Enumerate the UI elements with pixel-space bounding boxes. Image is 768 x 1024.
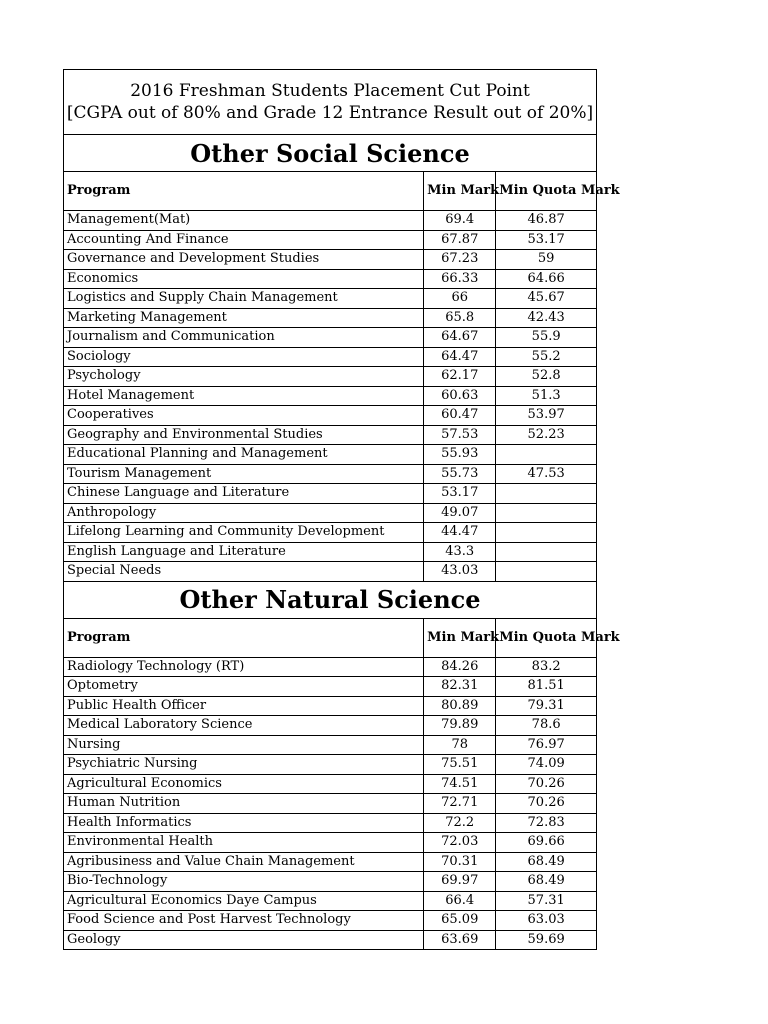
cell-min-quota-mark: 79.31 (496, 696, 596, 716)
cell-min-mark: 60.47 (424, 406, 496, 426)
cell-min-mark: 82.31 (424, 677, 496, 697)
cell-min-mark: 60.63 (424, 386, 496, 406)
cell-min-quota-mark: 55.9 (496, 328, 596, 348)
cell-min-quota-mark: 74.09 (496, 755, 596, 775)
cell-program: Hotel Management (64, 386, 424, 406)
table-row (64, 794, 596, 814)
cell-program: Agricultural Economics (64, 774, 424, 794)
cell-min-quota-mark: 81.51 (496, 677, 596, 697)
table-row (64, 347, 596, 367)
title-line-1: 2016 Freshman Students Placement Cut Point (130, 81, 530, 101)
cell-program: Medical Laboratory Science (64, 716, 424, 736)
table-header-row (64, 172, 596, 211)
title-line-2: [CGPA out of 80% and Grade 12 Entrance Result out of 20%] (66, 103, 594, 123)
cell-min-quota-mark: 69.66 (496, 833, 596, 853)
cell-min-quota-mark: 53.97 (496, 406, 596, 426)
section-heading-social-science: Other Social Science (64, 135, 596, 172)
cell-program: Geography and Environmental Studies (64, 425, 424, 445)
natural-science-table (64, 619, 620, 950)
table-row (64, 852, 596, 872)
table-row (64, 677, 596, 697)
cell-program: Educational Planning and Management (64, 445, 424, 465)
table-row (64, 425, 596, 445)
table-row (64, 367, 596, 387)
cell-min-quota-mark: 68.49 (496, 852, 596, 872)
table-row (64, 755, 596, 775)
table-row (64, 774, 596, 794)
placement-cut-point-sheet (63, 69, 620, 950)
cell-min-quota-mark: 76.97 (496, 735, 596, 755)
cell-min-quota-mark: 63.03 (496, 911, 596, 931)
column-header-min-mark: Min Mark (424, 172, 496, 211)
cell-min-quota-mark: 52.8 (496, 367, 596, 387)
cell-program: Environmental Health (64, 833, 424, 853)
cell-min-quota-mark: 72.83 (496, 813, 596, 833)
column-header-min-mark: Min Mark (424, 619, 496, 658)
table-row (64, 696, 596, 716)
social-science-table (64, 172, 620, 582)
cell-min-mark: 80.89 (424, 696, 496, 716)
cell-min-mark: 62.17 (424, 367, 496, 387)
cell-program: Management(Mat) (64, 211, 424, 231)
table-row (64, 735, 596, 755)
cell-program: Agribusiness and Value Chain Management (64, 852, 424, 872)
table-row (64, 911, 596, 931)
table-row (64, 813, 596, 833)
table-row (64, 328, 596, 348)
cell-min-mark: 66 (424, 289, 496, 309)
cell-program: Journalism and Communication (64, 328, 424, 348)
cell-min-quota-mark: 42.43 (496, 308, 596, 328)
cell-program: Accounting And Finance (64, 230, 424, 250)
cell-min-mark: 64.47 (424, 347, 496, 367)
cell-min-mark: 65.09 (424, 911, 496, 931)
cell-min-quota-mark: 70.26 (496, 774, 596, 794)
cell-program: Sociology (64, 347, 424, 367)
cell-min-mark: 53.17 (424, 484, 496, 504)
table-row (64, 930, 596, 949)
cell-min-mark: 84.26 (424, 657, 496, 677)
cell-min-quota-mark: 55.2 (496, 347, 596, 367)
cell-program: Bio-Technology (64, 872, 424, 892)
cell-min-quota-mark: 53.17 (496, 230, 596, 250)
cell-min-quota-mark (496, 542, 596, 562)
table-row (64, 833, 596, 853)
cell-min-quota-mark: 59.69 (527, 931, 565, 947)
cell-program: Optometry (64, 677, 424, 697)
cell-min-mark: 79.89 (424, 716, 496, 736)
table-row (64, 562, 596, 582)
table-row (64, 445, 596, 465)
cell-program: Food Science and Post Harvest Technology (64, 911, 424, 931)
cell-min-mark: 66.4 (424, 891, 496, 911)
column-header-min-quota-mark: Min Quota Mark (496, 619, 596, 658)
cell-min-mark: 69.4 (424, 211, 496, 231)
cell-min-mark: 49.07 (424, 503, 496, 523)
cell-program: Radiology Technology (RT) (64, 657, 424, 677)
table-row (64, 308, 596, 328)
cell-min-mark: 43.03 (424, 562, 496, 582)
cell-program: Health Informatics (64, 813, 424, 833)
table-row (64, 406, 596, 426)
cell-min-mark: 69.97 (424, 872, 496, 892)
cell-min-mark: 72.2 (424, 813, 496, 833)
table-row (64, 891, 596, 911)
table-row (64, 289, 596, 309)
cell-program: Chinese Language and Literature (64, 484, 424, 504)
cell-min-mark: 75.51 (424, 755, 496, 775)
cell-min-mark: 74.51 (424, 774, 496, 794)
table-header-row (64, 619, 596, 658)
cell-program: Anthropology (64, 503, 424, 523)
cell-min-mark: 72.71 (424, 794, 496, 814)
cell-program: Marketing Management (64, 308, 424, 328)
cell-min-mark: 67.87 (424, 230, 496, 250)
table-row (64, 872, 596, 892)
cell-min-mark: 43.3 (424, 542, 496, 562)
cell-program: Cooperatives (64, 406, 424, 426)
cell-min-quota-mark (496, 484, 596, 504)
document-title (64, 70, 596, 135)
cell-min-quota-mark: 70.26 (496, 794, 596, 814)
cell-min-mark: 64.67 (424, 328, 496, 348)
cell-min-mark: 65.8 (424, 308, 496, 328)
cell-min-mark: 72.03 (424, 833, 496, 853)
cell-min-quota-mark: 78.6 (496, 716, 596, 736)
cell-min-quota-mark (496, 503, 596, 523)
cell-program: Psychology (64, 367, 424, 387)
cell-program: Economics (64, 269, 424, 289)
cell-program: Lifelong Learning and Community Development (64, 523, 424, 543)
table-row (64, 250, 596, 270)
table-row (64, 503, 596, 523)
cell-program: Agricultural Economics Daye Campus (64, 891, 424, 911)
cell-program: Geology (64, 930, 424, 949)
cell-min-mark: 67.23 (424, 250, 496, 270)
cell-min-quota-mark: 45.67 (496, 289, 596, 309)
cell-min-mark: 55.73 (424, 464, 496, 484)
table-row (64, 542, 596, 562)
cell-min-quota-mark: 51.3 (496, 386, 596, 406)
cell-program: Psychiatric Nursing (64, 755, 424, 775)
table-row (64, 484, 596, 504)
cell-program: Public Health Officer (64, 696, 424, 716)
column-header-program: Program (64, 172, 424, 211)
cell-min-quota-mark: 59 (496, 250, 596, 270)
cell-min-quota-mark: 57.31 (496, 891, 596, 911)
table-row (64, 523, 596, 543)
table-row (64, 269, 596, 289)
cell-program: Nursing (64, 735, 424, 755)
cell-min-quota-mark: 68.49 (496, 872, 596, 892)
cell-min-quota-mark: 46.87 (496, 211, 596, 231)
cell-min-mark: 70.31 (424, 852, 496, 872)
table-row (64, 657, 596, 677)
column-header-program: Program (64, 619, 424, 658)
cell-program: Logistics and Supply Chain Management (64, 289, 424, 309)
cell-min-quota-mark: 52.23 (496, 425, 596, 445)
cell-min-quota-mark: 64.66 (496, 269, 596, 289)
cell-program: Special Needs (64, 562, 424, 582)
cell-min-quota-mark (496, 523, 596, 543)
table-row (64, 230, 596, 250)
cell-min-mark: 63.69 (424, 930, 496, 949)
cell-min-quota-mark: 83.2 (496, 657, 596, 677)
table-row (64, 386, 596, 406)
cell-min-quota-mark: 47.53 (496, 464, 596, 484)
cell-min-mark: 55.93 (424, 445, 496, 465)
cell-program: English Language and Literature (64, 542, 424, 562)
cell-min-quota-mark (496, 445, 596, 465)
cell-min-mark: 44.47 (424, 523, 496, 543)
cell-program: Human Nutrition (64, 794, 424, 814)
table-row (64, 716, 596, 736)
table-row (64, 464, 596, 484)
cell-program: Tourism Management (64, 464, 424, 484)
cell-min-mark: 57.53 (424, 425, 496, 445)
cell-min-quota-mark (496, 562, 596, 582)
column-header-min-quota-mark: Min Quota Mark (496, 172, 596, 211)
cell-min-mark: 66.33 (424, 269, 496, 289)
cell-min-mark: 78 (424, 735, 496, 755)
section-heading-natural-science: Other Natural Science (64, 582, 596, 619)
table-row (64, 211, 596, 231)
cell-program: Governance and Development Studies (64, 250, 424, 270)
